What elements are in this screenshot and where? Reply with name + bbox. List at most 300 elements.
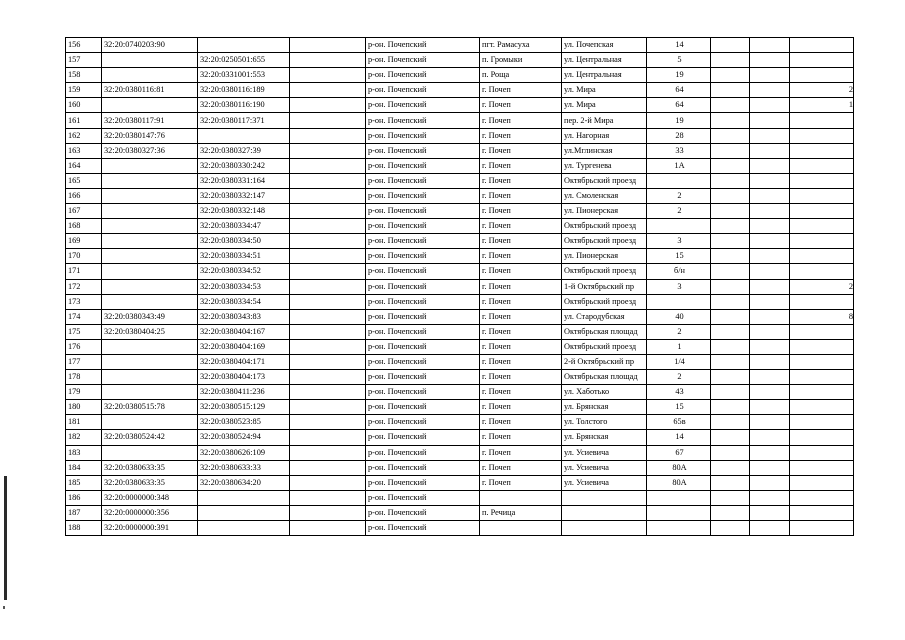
building-cadastral-number-cell: 32:20:0380634:20 bbox=[198, 475, 290, 490]
house-number-cell: б/н bbox=[647, 264, 711, 279]
extra-cell-1 bbox=[711, 219, 750, 234]
extra-count-cell bbox=[790, 173, 854, 188]
extra-cell-2 bbox=[750, 354, 790, 369]
row-number-cell: 164 bbox=[66, 158, 102, 173]
empty-cell bbox=[290, 505, 366, 520]
district-cell: р-он. Почепский bbox=[366, 98, 480, 113]
district-cell: р-он. Почепский bbox=[366, 339, 480, 354]
extra-cell-1 bbox=[711, 415, 750, 430]
scan-edge-mark bbox=[4, 476, 7, 600]
extra-count-cell bbox=[790, 294, 854, 309]
table-row bbox=[66, 158, 854, 173]
scan-dot-mark bbox=[3, 606, 5, 609]
table-row bbox=[66, 83, 854, 98]
extra-cell-2 bbox=[750, 475, 790, 490]
table-row bbox=[66, 294, 854, 309]
house-number-cell: 2 bbox=[647, 370, 711, 385]
row-number-cell: 168 bbox=[66, 219, 102, 234]
row-number-cell: 180 bbox=[66, 400, 102, 415]
district-cell: р-он. Почепский bbox=[366, 204, 480, 219]
house-number-cell: 80А bbox=[647, 475, 711, 490]
empty-cell bbox=[290, 279, 366, 294]
extra-cell-1 bbox=[711, 354, 750, 369]
house-number-cell: 28 bbox=[647, 128, 711, 143]
street-cell: ул. Толстого bbox=[562, 415, 647, 430]
street-cell bbox=[562, 521, 647, 536]
house-number-cell: 19 bbox=[647, 113, 711, 128]
row-number-cell: 178 bbox=[66, 370, 102, 385]
extra-cell-2 bbox=[750, 445, 790, 460]
property-registry-table bbox=[65, 37, 854, 536]
settlement-cell bbox=[480, 490, 562, 505]
extra-cell-1 bbox=[711, 249, 750, 264]
empty-cell bbox=[290, 68, 366, 83]
street-cell: ул. Мира bbox=[562, 83, 647, 98]
land-cadastral-number-cell: 32:20:0380117:91 bbox=[102, 113, 198, 128]
settlement-cell: г. Почеп bbox=[480, 128, 562, 143]
extra-cell-2 bbox=[750, 173, 790, 188]
extra-cell-2 bbox=[750, 249, 790, 264]
building-cadastral-number-cell: 32:20:0380334:47 bbox=[198, 219, 290, 234]
district-cell: р-он. Почепский bbox=[366, 113, 480, 128]
street-cell: ул. Тургенева bbox=[562, 158, 647, 173]
extra-count-cell bbox=[790, 219, 854, 234]
building-cadastral-number-cell: 32:20:0380404:169 bbox=[198, 339, 290, 354]
building-cadastral-number-cell bbox=[198, 521, 290, 536]
settlement-cell: г. Почеп bbox=[480, 143, 562, 158]
table-row bbox=[66, 68, 854, 83]
extra-cell-1 bbox=[711, 264, 750, 279]
settlement-cell: г. Почеп bbox=[480, 249, 562, 264]
extra-count-cell bbox=[790, 370, 854, 385]
land-cadastral-number-cell bbox=[102, 188, 198, 203]
row-number-cell: 160 bbox=[66, 98, 102, 113]
extra-cell-2 bbox=[750, 460, 790, 475]
land-cadastral-number-cell bbox=[102, 294, 198, 309]
house-number-cell: 14 bbox=[647, 38, 711, 53]
settlement-cell: п. Громыки bbox=[480, 53, 562, 68]
table-row bbox=[66, 204, 854, 219]
extra-cell-1 bbox=[711, 505, 750, 520]
building-cadastral-number-cell: 32:20:0380404:173 bbox=[198, 370, 290, 385]
table-row bbox=[66, 400, 854, 415]
extra-count-cell bbox=[790, 128, 854, 143]
row-number-cell: 172 bbox=[66, 279, 102, 294]
building-cadastral-number-cell: 32:20:0380334:53 bbox=[198, 279, 290, 294]
extra-cell-1 bbox=[711, 53, 750, 68]
table-row bbox=[66, 128, 854, 143]
settlement-cell: пгт. Рамасуха bbox=[480, 38, 562, 53]
street-cell: ул. Смоленская bbox=[562, 188, 647, 203]
empty-cell bbox=[290, 490, 366, 505]
extra-count-cell: 1 bbox=[790, 98, 854, 113]
extra-cell-2 bbox=[750, 279, 790, 294]
extra-cell-2 bbox=[750, 98, 790, 113]
row-number-cell: 186 bbox=[66, 490, 102, 505]
district-cell: р-он. Почепский bbox=[366, 143, 480, 158]
empty-cell bbox=[290, 143, 366, 158]
extra-count-cell bbox=[790, 249, 854, 264]
table-row bbox=[66, 113, 854, 128]
settlement-cell: г. Почеп bbox=[480, 188, 562, 203]
extra-cell-1 bbox=[711, 128, 750, 143]
row-number-cell: 167 bbox=[66, 204, 102, 219]
building-cadastral-number-cell: 32:20:0380334:54 bbox=[198, 294, 290, 309]
extra-count-cell bbox=[790, 53, 854, 68]
land-cadastral-number-cell: 32:20:0380515:78 bbox=[102, 400, 198, 415]
empty-cell bbox=[290, 415, 366, 430]
table-row bbox=[66, 490, 854, 505]
land-cadastral-number-cell bbox=[102, 385, 198, 400]
extra-cell-1 bbox=[711, 339, 750, 354]
settlement-cell: г. Почеп bbox=[480, 475, 562, 490]
building-cadastral-number-cell: 32:20:0380116:189 bbox=[198, 83, 290, 98]
settlement-cell: г. Почеп bbox=[480, 219, 562, 234]
land-cadastral-number-cell: 32:20:0000000:356 bbox=[102, 505, 198, 520]
house-number-cell: 2 bbox=[647, 324, 711, 339]
district-cell: р-он. Почепский bbox=[366, 234, 480, 249]
district-cell: р-он. Почепский bbox=[366, 249, 480, 264]
registry-body bbox=[66, 38, 854, 536]
row-number-cell: 163 bbox=[66, 143, 102, 158]
extra-count-cell bbox=[790, 460, 854, 475]
extra-count-cell bbox=[790, 68, 854, 83]
settlement-cell: г. Почеп bbox=[480, 385, 562, 400]
table-row bbox=[66, 219, 854, 234]
street-cell: ул.Мглинская bbox=[562, 143, 647, 158]
empty-cell bbox=[290, 354, 366, 369]
empty-cell bbox=[290, 324, 366, 339]
empty-cell bbox=[290, 400, 366, 415]
table-row bbox=[66, 98, 854, 113]
extra-cell-1 bbox=[711, 98, 750, 113]
table-row bbox=[66, 309, 854, 324]
row-number-cell: 170 bbox=[66, 249, 102, 264]
land-cadastral-number-cell: 32:20:0380524:42 bbox=[102, 430, 198, 445]
extra-cell-1 bbox=[711, 400, 750, 415]
building-cadastral-number-cell bbox=[198, 490, 290, 505]
extra-cell-1 bbox=[711, 38, 750, 53]
row-number-cell: 185 bbox=[66, 475, 102, 490]
extra-count-cell bbox=[790, 505, 854, 520]
street-cell bbox=[562, 505, 647, 520]
building-cadastral-number-cell: 32:20:0380404:167 bbox=[198, 324, 290, 339]
district-cell: р-он. Почепский bbox=[366, 430, 480, 445]
house-number-cell bbox=[647, 294, 711, 309]
extra-count-cell bbox=[790, 158, 854, 173]
row-number-cell: 161 bbox=[66, 113, 102, 128]
table-row bbox=[66, 354, 854, 369]
extra-count-cell bbox=[790, 415, 854, 430]
empty-cell bbox=[290, 264, 366, 279]
settlement-cell: г. Почеп bbox=[480, 264, 562, 279]
empty-cell bbox=[290, 309, 366, 324]
street-cell: Октябрьский проезд bbox=[562, 173, 647, 188]
settlement-cell: г. Почеп bbox=[480, 204, 562, 219]
table-row bbox=[66, 445, 854, 460]
extra-count-cell bbox=[790, 188, 854, 203]
building-cadastral-number-cell: 32:20:0331001:553 bbox=[198, 68, 290, 83]
settlement-cell: г. Почеп bbox=[480, 460, 562, 475]
extra-count-cell bbox=[790, 113, 854, 128]
extra-cell-1 bbox=[711, 445, 750, 460]
extra-cell-2 bbox=[750, 68, 790, 83]
land-cadastral-number-cell: 32:20:0380343:49 bbox=[102, 309, 198, 324]
row-number-cell: 179 bbox=[66, 385, 102, 400]
empty-cell bbox=[290, 385, 366, 400]
district-cell: р-он. Почепский bbox=[366, 445, 480, 460]
extra-cell-2 bbox=[750, 490, 790, 505]
extra-cell-2 bbox=[750, 370, 790, 385]
extra-cell-2 bbox=[750, 188, 790, 203]
row-number-cell: 169 bbox=[66, 234, 102, 249]
extra-cell-2 bbox=[750, 430, 790, 445]
table-row bbox=[66, 521, 854, 536]
district-cell: р-он. Почепский bbox=[366, 400, 480, 415]
building-cadastral-number-cell bbox=[198, 128, 290, 143]
extra-count-cell: 2 bbox=[790, 83, 854, 98]
land-cadastral-number-cell bbox=[102, 354, 198, 369]
extra-cell-1 bbox=[711, 234, 750, 249]
street-cell: Октябрьский проезд bbox=[562, 264, 647, 279]
district-cell: р-он. Почепский bbox=[366, 128, 480, 143]
extra-cell-2 bbox=[750, 204, 790, 219]
row-number-cell: 177 bbox=[66, 354, 102, 369]
row-number-cell: 156 bbox=[66, 38, 102, 53]
extra-cell-2 bbox=[750, 83, 790, 98]
settlement-cell bbox=[480, 521, 562, 536]
street-cell: ул. Усиевича bbox=[562, 460, 647, 475]
street-cell: Октябрьский проезд bbox=[562, 339, 647, 354]
building-cadastral-number-cell: 32:20:0380334:52 bbox=[198, 264, 290, 279]
land-cadastral-number-cell bbox=[102, 158, 198, 173]
land-cadastral-number-cell: 32:20:0380147:76 bbox=[102, 128, 198, 143]
district-cell: р-он. Почепский bbox=[366, 279, 480, 294]
extra-cell-2 bbox=[750, 294, 790, 309]
table-row bbox=[66, 460, 854, 475]
building-cadastral-number-cell: 32:20:0380524:94 bbox=[198, 430, 290, 445]
extra-cell-2 bbox=[750, 53, 790, 68]
empty-cell bbox=[290, 98, 366, 113]
extra-count-cell bbox=[790, 430, 854, 445]
building-cadastral-number-cell: 32:20:0380332:147 bbox=[198, 188, 290, 203]
extra-count-cell bbox=[790, 400, 854, 415]
district-cell: р-он. Почепский bbox=[366, 264, 480, 279]
street-cell: ул. Нагорная bbox=[562, 128, 647, 143]
row-number-cell: 184 bbox=[66, 460, 102, 475]
street-cell: ул. Пионерская bbox=[562, 249, 647, 264]
building-cadastral-number-cell: 32:20:0380515:129 bbox=[198, 400, 290, 415]
extra-cell-1 bbox=[711, 460, 750, 475]
extra-cell-2 bbox=[750, 219, 790, 234]
row-number-cell: 158 bbox=[66, 68, 102, 83]
building-cadastral-number-cell: 32:20:0380334:51 bbox=[198, 249, 290, 264]
house-number-cell: 3 bbox=[647, 279, 711, 294]
street-cell: ул. Пионерская bbox=[562, 204, 647, 219]
extra-count-cell bbox=[790, 490, 854, 505]
settlement-cell: г. Почеп bbox=[480, 83, 562, 98]
empty-cell bbox=[290, 38, 366, 53]
district-cell: р-он. Почепский bbox=[366, 475, 480, 490]
settlement-cell: г. Почеп bbox=[480, 415, 562, 430]
house-number-cell: 2 bbox=[647, 204, 711, 219]
extra-cell-1 bbox=[711, 83, 750, 98]
building-cadastral-number-cell: 32:20:0250501:655 bbox=[198, 53, 290, 68]
extra-count-cell bbox=[790, 354, 854, 369]
building-cadastral-number-cell bbox=[198, 38, 290, 53]
empty-cell bbox=[290, 158, 366, 173]
settlement-cell: п. Роща bbox=[480, 68, 562, 83]
extra-cell-1 bbox=[711, 143, 750, 158]
street-cell: Октябрьская площад bbox=[562, 324, 647, 339]
settlement-cell: г. Почеп bbox=[480, 279, 562, 294]
empty-cell bbox=[290, 339, 366, 354]
table-row bbox=[66, 415, 854, 430]
settlement-cell: г. Почеп bbox=[480, 354, 562, 369]
district-cell: р-он. Почепский bbox=[366, 505, 480, 520]
settlement-cell: г. Почеп bbox=[480, 370, 562, 385]
district-cell: р-он. Почепский bbox=[366, 68, 480, 83]
house-number-cell: 64 bbox=[647, 83, 711, 98]
building-cadastral-number-cell: 32:20:0380332:148 bbox=[198, 204, 290, 219]
street-cell: ул. Усиевича bbox=[562, 445, 647, 460]
settlement-cell: г. Почеп bbox=[480, 294, 562, 309]
table-row bbox=[66, 53, 854, 68]
extra-cell-2 bbox=[750, 113, 790, 128]
table-row bbox=[66, 249, 854, 264]
land-cadastral-number-cell bbox=[102, 98, 198, 113]
empty-cell bbox=[290, 113, 366, 128]
building-cadastral-number-cell: 32:20:0380523:85 bbox=[198, 415, 290, 430]
district-cell: р-он. Почепский bbox=[366, 294, 480, 309]
land-cadastral-number-cell: 32:20:0380633:35 bbox=[102, 475, 198, 490]
district-cell: р-он. Почепский bbox=[366, 460, 480, 475]
extra-cell-1 bbox=[711, 385, 750, 400]
empty-cell bbox=[290, 294, 366, 309]
table-row bbox=[66, 475, 854, 490]
street-cell: ул. Стародубская bbox=[562, 309, 647, 324]
land-cadastral-number-cell bbox=[102, 219, 198, 234]
house-number-cell bbox=[647, 521, 711, 536]
settlement-cell: г. Почеп bbox=[480, 324, 562, 339]
extra-cell-1 bbox=[711, 521, 750, 536]
house-number-cell: 15 bbox=[647, 400, 711, 415]
extra-cell-1 bbox=[711, 204, 750, 219]
land-cadastral-number-cell: 32:20:0000000:391 bbox=[102, 521, 198, 536]
district-cell: р-он. Почепский bbox=[366, 158, 480, 173]
extra-count-cell bbox=[790, 264, 854, 279]
house-number-cell: 1 bbox=[647, 339, 711, 354]
extra-cell-1 bbox=[711, 158, 750, 173]
extra-cell-2 bbox=[750, 234, 790, 249]
house-number-cell: 67 bbox=[647, 445, 711, 460]
house-number-cell: 80А bbox=[647, 460, 711, 475]
table-row bbox=[66, 324, 854, 339]
district-cell: р-он. Почепский bbox=[366, 83, 480, 98]
street-cell: ул. Центральная bbox=[562, 68, 647, 83]
extra-cell-1 bbox=[711, 188, 750, 203]
extra-cell-1 bbox=[711, 370, 750, 385]
house-number-cell: 64 bbox=[647, 98, 711, 113]
land-cadastral-number-cell: 32:20:0380404:25 bbox=[102, 324, 198, 339]
row-number-cell: 182 bbox=[66, 430, 102, 445]
district-cell: р-он. Почепский bbox=[366, 370, 480, 385]
extra-count-cell bbox=[790, 324, 854, 339]
extra-count-cell bbox=[790, 204, 854, 219]
table-row bbox=[66, 188, 854, 203]
street-cell: 1-й Октябрьский пр bbox=[562, 279, 647, 294]
row-number-cell: 187 bbox=[66, 505, 102, 520]
land-cadastral-number-cell bbox=[102, 234, 198, 249]
extra-cell-2 bbox=[750, 143, 790, 158]
empty-cell bbox=[290, 445, 366, 460]
settlement-cell: г. Почеп bbox=[480, 400, 562, 415]
extra-cell-2 bbox=[750, 339, 790, 354]
settlement-cell: г. Почеп bbox=[480, 98, 562, 113]
house-number-cell: 43 bbox=[647, 385, 711, 400]
table-row bbox=[66, 339, 854, 354]
extra-count-cell bbox=[790, 445, 854, 460]
empty-cell bbox=[290, 173, 366, 188]
house-number-cell: 1А bbox=[647, 158, 711, 173]
settlement-cell: г. Почеп bbox=[480, 339, 562, 354]
empty-cell bbox=[290, 430, 366, 445]
row-number-cell: 174 bbox=[66, 309, 102, 324]
land-cadastral-number-cell bbox=[102, 53, 198, 68]
extra-cell-1 bbox=[711, 294, 750, 309]
extra-cell-2 bbox=[750, 385, 790, 400]
empty-cell bbox=[290, 475, 366, 490]
house-number-cell: 65в bbox=[647, 415, 711, 430]
house-number-cell: 1/4 bbox=[647, 354, 711, 369]
row-number-cell: 157 bbox=[66, 53, 102, 68]
district-cell: р-он. Почепский bbox=[366, 354, 480, 369]
empty-cell bbox=[290, 83, 366, 98]
empty-cell bbox=[290, 219, 366, 234]
extra-cell-2 bbox=[750, 264, 790, 279]
land-cadastral-number-cell bbox=[102, 204, 198, 219]
row-number-cell: 173 bbox=[66, 294, 102, 309]
extra-cell-1 bbox=[711, 475, 750, 490]
settlement-cell: г. Почеп bbox=[480, 234, 562, 249]
street-cell: ул. Брянская bbox=[562, 400, 647, 415]
building-cadastral-number-cell bbox=[198, 505, 290, 520]
extra-count-cell: 8 bbox=[790, 309, 854, 324]
extra-cell-2 bbox=[750, 415, 790, 430]
land-cadastral-number-cell bbox=[102, 339, 198, 354]
empty-cell bbox=[290, 249, 366, 264]
extra-cell-1 bbox=[711, 68, 750, 83]
table-row bbox=[66, 264, 854, 279]
street-cell bbox=[562, 490, 647, 505]
house-number-cell: 3 bbox=[647, 234, 711, 249]
building-cadastral-number-cell: 32:20:0380331:164 bbox=[198, 173, 290, 188]
building-cadastral-number-cell: 32:20:0380117:371 bbox=[198, 113, 290, 128]
land-cadastral-number-cell bbox=[102, 415, 198, 430]
district-cell: р-он. Почепский bbox=[366, 309, 480, 324]
house-number-cell: 19 bbox=[647, 68, 711, 83]
house-number-cell bbox=[647, 490, 711, 505]
street-cell: ул. Усиевича bbox=[562, 475, 647, 490]
land-cadastral-number-cell: 32:20:0380116:81 bbox=[102, 83, 198, 98]
land-cadastral-number-cell bbox=[102, 264, 198, 279]
table-row bbox=[66, 38, 854, 53]
district-cell: р-он. Почепский bbox=[366, 490, 480, 505]
district-cell: р-он. Почепский bbox=[366, 385, 480, 400]
extra-count-cell bbox=[790, 38, 854, 53]
land-cadastral-number-cell bbox=[102, 249, 198, 264]
street-cell: пер. 2-й Мира bbox=[562, 113, 647, 128]
